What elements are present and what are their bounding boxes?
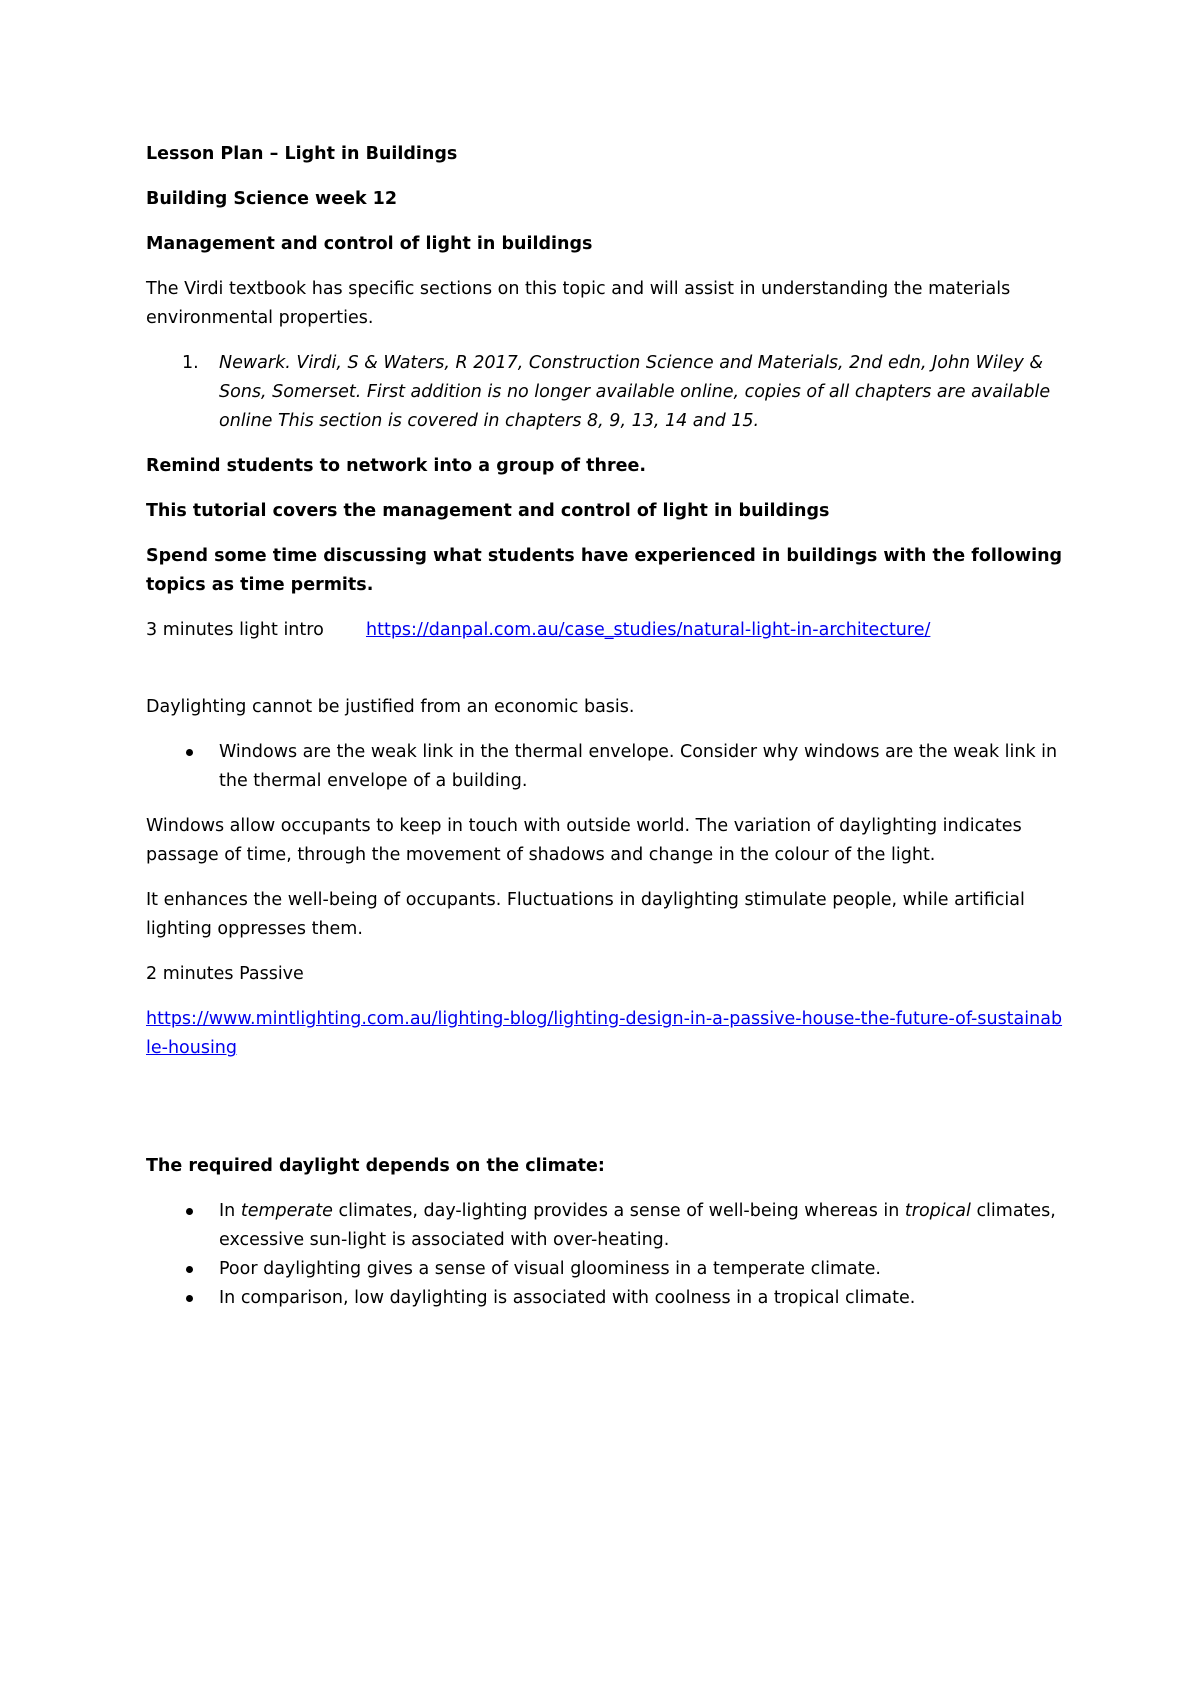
reference-text: Newark. Virdi, S & Waters, R 2017, Construction Science and Materials, 2nd edn, John Wiley & Sons, Somerset. First addition is no longer available online, copies of all chapters are available online This section is covered in chapters 8, 9, 13, 14 and 15. (219, 353, 1051, 431)
intro-paragraph: The Virdi textbook has specific sections on this topic and will assist in understanding the materials environmental properties. (146, 279, 1011, 328)
list-item (146, 738, 1066, 796)
windows-bullet-list (146, 738, 1066, 796)
reference-list (146, 349, 1066, 436)
blank-lines (146, 1079, 1066, 1152)
climate-term-temperate: temperate (240, 1201, 333, 1221)
bullet-icon (186, 1266, 193, 1273)
video-intro-label: 3 minutes light intro (146, 620, 324, 640)
section-heading-management: Management and control of light in buildings (146, 234, 593, 254)
blank-line (146, 661, 1066, 693)
tutorial-coverage: This tutorial covers the management and control of light in buildings (146, 501, 830, 521)
climate-bullet-text-pre: In (219, 1201, 241, 1221)
discussion-prompt: Spend some time discussing what students have experienced in buildings with the following topics as time permits. (146, 546, 1063, 595)
wellbeing-paragraph: It enhances the well-being of occupants. Fluctuations in daylighting stimulate people, while artificial lighting oppresses them. (146, 890, 1025, 939)
climate-bullet-text-post: climates, excessive sun-light is associated with over-heating. (219, 1201, 1056, 1250)
video-passive-label: 2 minutes Passive (146, 964, 304, 984)
daylight-paragraph: Daylighting cannot be justified from an economic basis. (146, 697, 635, 717)
reference-item (146, 349, 1066, 436)
reference-number: 1. (182, 353, 199, 373)
list-item (146, 1284, 1066, 1313)
climate-bullet-text: In comparison, low daylighting is associated with coolness in a tropical climate. (219, 1288, 916, 1308)
bullet-icon (186, 1208, 193, 1215)
climate-term-tropical: tropical (904, 1201, 971, 1221)
bullet-icon (186, 749, 193, 756)
windows-paragraph: Windows allow occupants to keep in touch with outside world. The variation of daylighting indicates passage of time, through the movement of shadows and change in the colour of the light. (146, 816, 1022, 865)
video-passive-row (146, 1005, 1066, 1063)
list-item (146, 1255, 1066, 1284)
document-page (146, 140, 1066, 1329)
bullet-icon (186, 1295, 193, 1302)
windows-bullet-text: Windows are the weak link in the thermal envelope. Consider why windows are the weak link in the thermal envelope of a building. (219, 742, 1058, 791)
climate-bullet-list (146, 1197, 1066, 1313)
document-title: Lesson Plan – Light in Buildings (146, 144, 458, 164)
list-item (146, 1197, 1066, 1255)
climate-bullet-text-mid: climates, day-lighting provides a sense of well-being whereas in (332, 1201, 905, 1221)
climate-bullet-text: Poor daylighting gives a sense of visual gloominess in a temperate climate. (219, 1259, 881, 1279)
remind-students: Remind students to network into a group of three. (146, 456, 647, 476)
video-intro-link[interactable]: https://danpal.com.au/case_studies/natural-light-in-architecture/ (366, 620, 931, 640)
climate-heading: The required daylight depends on the climate: (146, 1156, 605, 1176)
video-intro-row (146, 616, 1066, 645)
document-subtitle: Building Science week 12 (146, 189, 398, 209)
video-passive-link[interactable]: https://www.mintlighting.com.au/lighting-blog/lighting-design-in-a-passive-house-the-future-of-sustainable-housing (146, 1009, 1063, 1058)
